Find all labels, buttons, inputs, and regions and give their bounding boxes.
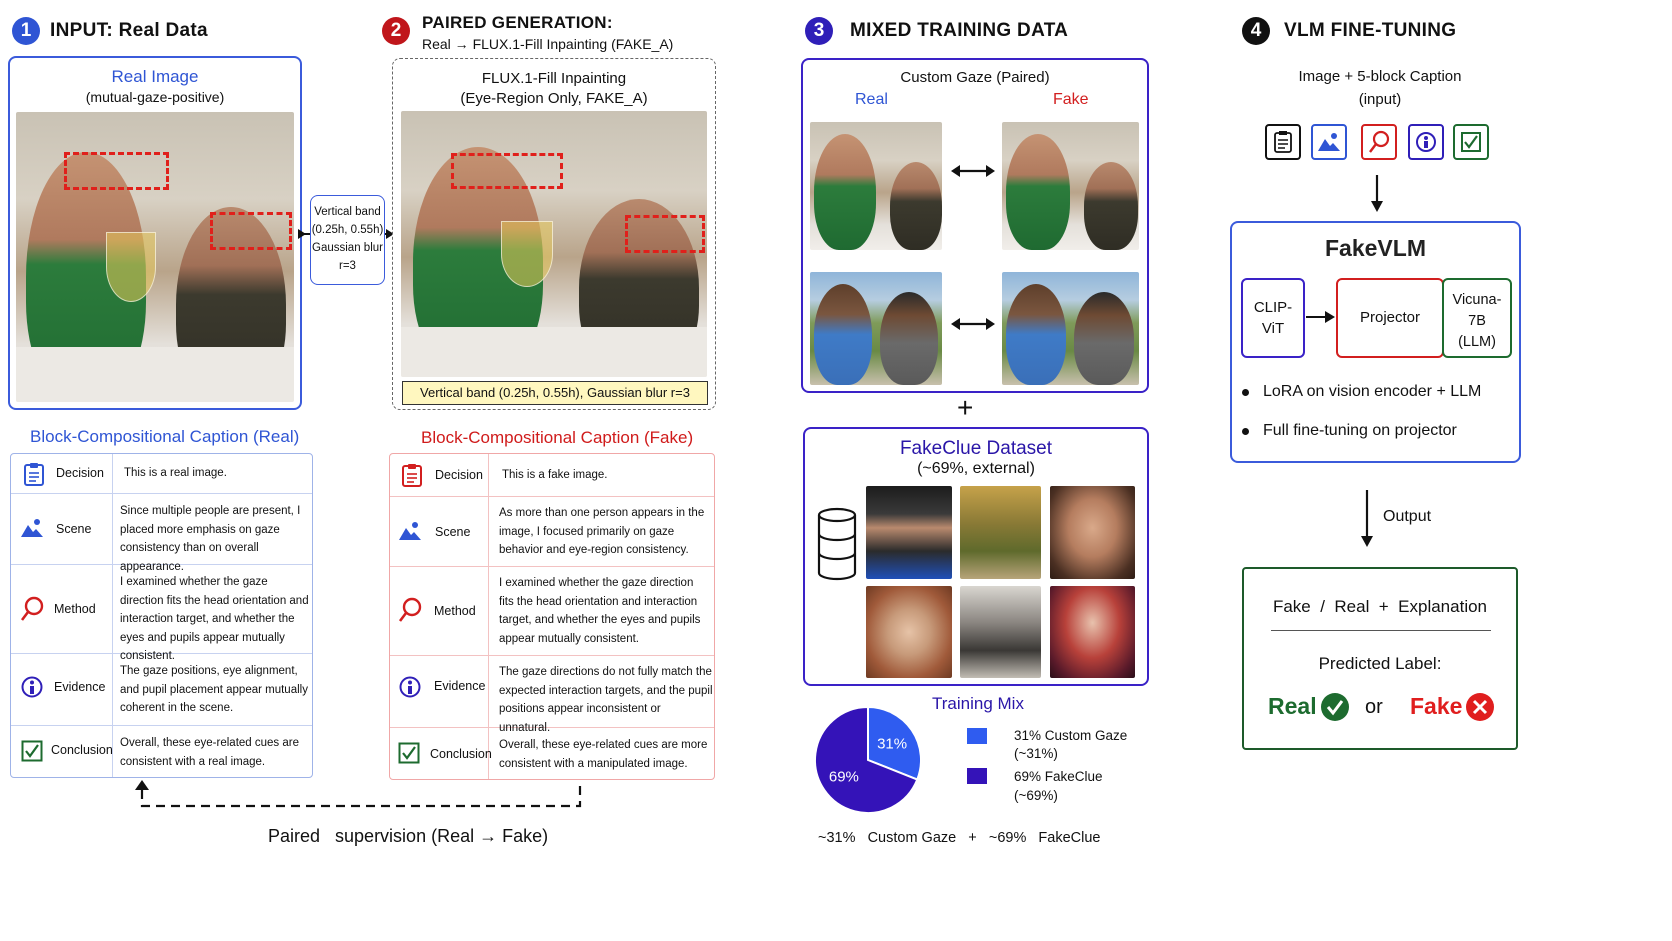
caption-label: Scene (435, 525, 471, 539)
or-label: or (1365, 696, 1383, 718)
person-left (1006, 134, 1070, 250)
eye-region-box (64, 152, 169, 190)
fake-caption-title: Block-Compositional Caption (Fake) (421, 428, 694, 447)
person-right (880, 292, 938, 385)
band-line-3: Gaussian blur (312, 242, 383, 254)
step-4-title: VLM FINE-TUNING (1284, 20, 1457, 41)
double-arrow-icon (951, 316, 995, 332)
fakeclue-sample-image (1050, 586, 1135, 678)
scene-icon (1311, 124, 1347, 160)
step-3-badge: 3 (805, 17, 833, 45)
step-2-title: PAIRED GENERATION: (422, 13, 613, 32)
checkbox-icon (21, 740, 43, 762)
projector-label: Projector (1359, 309, 1421, 326)
caption-row (11, 726, 312, 779)
vlm-input-sub: (input) (1358, 91, 1402, 108)
projector-module (1336, 278, 1444, 358)
eye-region-box (210, 212, 292, 250)
caption-label: Decision (435, 468, 483, 482)
caption-row (11, 654, 312, 726)
fake-column-label: Fake (1053, 91, 1089, 108)
legend-swatch (967, 728, 987, 744)
legend-label: 69% FakeClue (1014, 769, 1103, 784)
custom-gaze-title: Custom Gaze (Paired) (900, 69, 1050, 86)
caption-row (390, 656, 714, 734)
real-caption-table (10, 453, 313, 778)
caption-label: Evidence (434, 679, 486, 693)
inpainting-panel (392, 58, 716, 410)
pie-slice-label: 69% (828, 768, 859, 786)
step-2-subtitle: Real → FLUX.1-Fill Inpainting (FAKE_A) (422, 36, 674, 52)
magnifier-icon (398, 597, 422, 623)
fakeclue-sample-image (1050, 486, 1135, 579)
real-caption-title: Block-Compositional Caption (Real) (30, 427, 300, 446)
real-column-label: Real (855, 91, 888, 108)
bullet-item: LoRA on vision encoder + LLM (1263, 383, 1482, 400)
fakeclue-sample-image (866, 486, 952, 579)
step-4-badge: 4 (1242, 17, 1270, 45)
caption-row (390, 728, 714, 781)
checkbox-icon (398, 742, 420, 764)
magnifier-icon (1361, 124, 1397, 160)
training-mix-summary: ~31% Custom Gaze + ~69% FakeClue (818, 830, 1101, 846)
caption-text: The gaze positions, eye alignment, and pupil placement appear mutually coherent in the scene. (120, 665, 308, 714)
person-right (1074, 292, 1134, 385)
caption-label: Conclusion (51, 743, 113, 757)
fakeclue-panel (803, 427, 1149, 686)
checkbox-icon (1453, 124, 1489, 160)
step-1-title: INPUT: Real Data (50, 20, 208, 41)
arrow-down-icon (1359, 490, 1375, 548)
eye-region-box (625, 215, 705, 253)
caption-text: This is a fake image. (502, 469, 608, 481)
fakeclue-sample-image (960, 586, 1041, 678)
training-mix-pie (812, 704, 924, 816)
vicuna-label: Vicuna- 7B (LLM) (1452, 292, 1502, 350)
caption-label: Evidence (54, 680, 106, 694)
caption-text: Overall, these eye-related cues are consistent with a real image. (120, 737, 299, 768)
fake-result: Fake (1410, 693, 1463, 719)
band-parameters-box (310, 195, 385, 285)
caption-text: I examined whether the gaze direction fits the head orientation and interaction target, and whether the eyes and pupils appear mutually consistent. (120, 576, 309, 662)
training-mix-title: Training Mix (932, 694, 1024, 713)
real-image-subtitle: (mutual-gaze-positive) (85, 89, 225, 105)
bullet-item: Full fine-tuning on projector (1263, 422, 1457, 439)
caption-label: Scene (56, 522, 92, 536)
clip-vit-label: CLIP- ViT (1253, 299, 1293, 337)
evidence-icon (1408, 124, 1444, 160)
paired-fake-image (1002, 272, 1139, 385)
band-line-2: (0.25h, 0.55h) (311, 224, 384, 236)
caption-label: Conclusion (430, 747, 492, 761)
person-left (1006, 284, 1066, 385)
caption-label: Method (434, 604, 476, 618)
real-image-panel (8, 56, 302, 410)
output-panel (1242, 567, 1518, 750)
caption-text: As more than one person appears in the image, I focused primarily on gaze behavior and eye-region consistency. (499, 507, 705, 556)
inpainting-footer: Vertical band (0.25h, 0.55h), Gaussian blur r=3 (402, 381, 708, 405)
arrow-down-icon (1369, 175, 1385, 213)
step-2-badge: 2 (382, 17, 410, 45)
double-arrow-icon (951, 163, 995, 179)
predicted-label-caption: Predicted Label: (1318, 654, 1442, 673)
caption-text: This is a real image. (124, 467, 227, 479)
supervision-arrow (130, 780, 590, 814)
caption-text: The gaze directions do not fully match the expected interaction targets, and the pupil positions appear inconsistent or unnatural. (499, 666, 713, 734)
caption-row (390, 567, 714, 656)
vicuna-module (1442, 278, 1512, 358)
legend-label: 31% Custom Gaze (1014, 728, 1128, 743)
inpainting-subtitle: (Eye-Region Only, FAKE_A) (460, 90, 648, 107)
magnifier-icon (20, 596, 44, 622)
person-right (1084, 162, 1138, 250)
caption-text: Overall, these eye-related cues are more consistent with a manipulated image. (499, 739, 708, 770)
paired-real-image (810, 122, 942, 250)
clipboard-icon (401, 463, 423, 487)
paired-real-image (810, 272, 942, 385)
fakevlm-panel (1230, 221, 1521, 463)
caption-text: I examined whether the gaze direction fits the head orientation and interaction target, and whether the eyes and pupils appear mutually consistent. (499, 577, 701, 645)
caption-label: Method (54, 602, 96, 616)
caption-row (11, 454, 312, 494)
scene-icon (399, 521, 423, 541)
pie-slice-label: 31% (877, 735, 908, 753)
fakeclue-sample-image (866, 586, 952, 678)
output-label: Output (1383, 508, 1432, 525)
band-line-1: Vertical band (314, 206, 381, 218)
custom-gaze-panel (801, 58, 1149, 393)
table-surface (401, 327, 707, 377)
real-image-title: Real Image (111, 67, 199, 86)
cross-circle-icon (1465, 692, 1495, 722)
fake-image (401, 111, 707, 377)
output-divider (1271, 630, 1491, 631)
scene-icon (21, 518, 45, 538)
legend-swatch (967, 768, 987, 784)
clip-vit-module (1241, 278, 1305, 358)
supervision-label: Paired supervision (Real → Fake) (268, 826, 549, 846)
bullet-dot (1242, 389, 1249, 396)
caption-row (390, 497, 714, 567)
person-left (814, 284, 872, 385)
eye-region-box (451, 153, 563, 189)
fakeclue-sample-image (960, 486, 1041, 579)
table-surface (16, 347, 294, 402)
arrow-right-icon (1306, 309, 1336, 325)
step-1-badge: 1 (12, 17, 40, 45)
person-right (890, 162, 942, 250)
wine-glass (501, 221, 553, 287)
plus-sign: + (957, 392, 974, 423)
fakevlm-title: FakeVLM (1325, 235, 1426, 261)
fake-caption-table (389, 453, 715, 780)
band-line-4: r=3 (339, 260, 356, 272)
paired-fake-image (1002, 122, 1139, 250)
wine-glass (106, 232, 156, 302)
vlm-input-caption: Image + 5-block Caption (1298, 68, 1462, 85)
database-icon (816, 507, 858, 583)
evidence-icon (399, 676, 421, 698)
step-3-title: MIXED TRAINING DATA (850, 20, 1069, 41)
arrow-head-icon (296, 228, 308, 240)
real-image (16, 112, 294, 402)
bullet-dot (1242, 428, 1249, 435)
legend-sub: (~69%) (1014, 788, 1058, 803)
fakeclue-title: FakeClue Dataset (899, 438, 1053, 459)
caption-text: Since multiple people are present, I placed more emphasis on gaze consistency than on overall appearance. (120, 505, 301, 573)
caption-row (390, 454, 714, 497)
inpainting-title: FLUX.1-Fill Inpainting (481, 70, 627, 87)
clipboard-icon (1265, 124, 1301, 160)
fakeclue-subtitle: (~69%, external) (917, 460, 1035, 477)
legend-sub: (~31%) (1014, 746, 1058, 761)
caption-row (11, 494, 312, 573)
caption-row (11, 565, 312, 662)
clipboard-icon (23, 462, 45, 486)
evidence-icon (21, 676, 43, 698)
caption-label: Decision (56, 466, 104, 480)
check-circle-icon (1320, 692, 1350, 722)
real-result: Real (1268, 693, 1317, 719)
person-left (814, 134, 876, 250)
output-result-line: Fake / Real + Explanation (1272, 597, 1488, 616)
